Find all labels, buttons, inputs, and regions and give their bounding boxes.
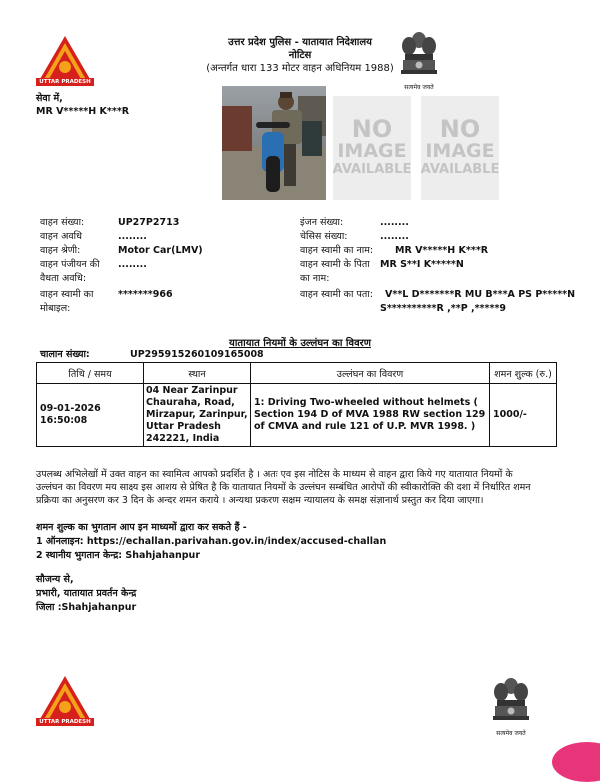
label-owner-father: वाहन स्वामी के पिता <box>300 259 370 270</box>
no-image-placeholder-1 <box>333 96 411 200</box>
place-line: Mirzapur, Zarinpur, <box>146 409 248 420</box>
header-act-reference: (अन्तर्गत धारा 133 मोटर वाहन अधिनियम 1988) <box>206 63 394 74</box>
cell-date: 09-01-2026 <box>40 403 101 414</box>
addressee-name: MR V*****H K***R <box>36 106 130 117</box>
lion-capital-icon <box>488 676 534 726</box>
value-owner-father: MR S**I K*****N <box>380 259 464 270</box>
notice-body <box>36 468 566 507</box>
payment-heading: शमन शुल्क का भुगतान आप इन माध्यमों द्वारा कर सकते हैं - <box>36 522 247 533</box>
national-emblem-top <box>396 30 442 90</box>
label-vehicle-period: वाहन अवधि <box>40 231 82 242</box>
body-line: उपलब्ध अभिलेखों में उक्त वाहन का स्वामित्व आपको प्रदर्शित है । अतः एव इस नोटिस के माध्यम से वाहन द्वारा किये गए यातायात नियमों के <box>36 469 513 480</box>
violation-table <box>36 362 557 447</box>
addressee-salutation: सेवा में, <box>36 93 63 104</box>
label-chassis-number: चेसिस संख्या: <box>300 231 348 242</box>
cell-time: 16:50:08 <box>40 415 88 426</box>
place-line: 04 Near Zarinpur <box>146 385 238 396</box>
label-owner-mobile-2: मोबाइल: <box>40 303 71 314</box>
cell-fine: 1000/- <box>490 384 557 447</box>
no-image-line2: IMAGE <box>425 140 495 162</box>
no-image-placeholder-2 <box>421 96 499 200</box>
evidence-photo <box>222 86 326 200</box>
lion-capital-icon <box>396 30 442 80</box>
value-owner-name: MR V*****H K***R <box>395 245 489 256</box>
body-line: उल्लंघन का विवरण मय साक्ष्य इस आशय से प्रेषित है कि यातायात नियमों के उल्लंघन सम्बंधित आरोपों की स्वीकारोक्ति की दशा में निर्धारित शमन <box>36 482 531 493</box>
signoff-officer: प्रभारी, यातायात प्रवर्तन केन्द्र <box>36 588 137 599</box>
corner-accent <box>552 742 600 782</box>
national-emblem-bottom <box>488 676 534 736</box>
value-owner-address: V**L D*******R MU B***A PS P*****N <box>385 289 576 300</box>
body-line: प्रक्रिया का अनुसरण कर 3 दिन के अन्दर शमन कराये । अन्यथा प्रकरण सक्षम न्यायालय के समक्ष संज्ञानार्थ प्रस्तुत कर दिया जाएगा। <box>36 495 484 506</box>
col-header-datetime: तिथि / समय <box>37 363 144 384</box>
label-challan-number: चालान संख्या: <box>40 349 90 360</box>
payment-local-center: 2 स्थानीय भुगतान केन्द्र: Shahjahanpur <box>36 550 201 561</box>
col-header-fine: शमन शुल्क (रु.) <box>490 363 557 384</box>
up-police-logo-bottom <box>34 674 96 728</box>
no-image-line3: AVAILABLE <box>332 162 412 177</box>
value-challan-number: UP29591526010916500​8 <box>130 349 264 360</box>
value-registration-validity: ........ <box>118 259 147 270</box>
no-image-line3: AVAILABLE <box>420 162 500 177</box>
label-vehicle-number: वाहन संख्या: <box>40 217 85 228</box>
value-owner-mobile: *******966 <box>118 289 173 300</box>
label-engine-number: इंजन संख्या: <box>300 217 344 228</box>
label-owner-mobile: वाहन स्वामी का <box>40 289 94 300</box>
col-header-place: स्थान <box>144 363 251 384</box>
label-vehicle-class: वाहन श्रेणी: <box>40 245 81 256</box>
signoff-courtesy: सौजन्य से, <box>36 574 74 585</box>
table-row <box>37 384 557 447</box>
label-owner-father-2: का नाम: <box>300 273 330 284</box>
header-notice-title: नोटिस <box>288 50 312 61</box>
value-engine-number: ........ <box>380 217 409 228</box>
violation-line: Section 194 D of MVA 1988 RW section 129 <box>254 409 486 420</box>
label-owner-name: वाहन स्वामी का नाम: <box>300 245 374 256</box>
label-owner-address: वाहन स्वामी का पता: <box>300 289 373 300</box>
place-line: Chauraha, Road, <box>146 397 235 408</box>
emblem-caption: सत्यमेव जयते <box>404 84 434 91</box>
no-image-line2: IMAGE <box>337 140 407 162</box>
cell-violation <box>251 384 490 447</box>
emblem-caption: सत्यमेव जयते <box>496 730 526 737</box>
place-line: Uttar Pradesh <box>146 421 221 432</box>
no-image-line1: NO <box>351 115 393 143</box>
place-line: 242221, India <box>146 433 220 444</box>
cell-datetime <box>37 384 144 447</box>
violation-section-title: यातायात नियमों के उल्लंघन का विवरण <box>229 338 371 349</box>
logo-caption: UTTAR PRADESH <box>39 719 91 725</box>
signoff-district: जिला :Shahjahanpur <box>36 602 137 613</box>
header-department: उत्तर प्रदेश पुलिस - यातायात निदेशालय <box>228 37 372 48</box>
value-vehicle-number: UP27P2713 <box>118 217 180 228</box>
logo-caption: UTTAR PRADESH <box>39 79 91 85</box>
value-chassis-number: ........ <box>380 231 409 242</box>
cell-place <box>144 384 251 447</box>
no-image-line1: NO <box>439 115 481 143</box>
table-header-row <box>37 363 557 384</box>
up-police-logo <box>34 34 96 88</box>
value-owner-address-2: S**********R ,**P ,*****9 <box>380 303 507 314</box>
col-header-violation: उल्लंघन का विवरण <box>251 363 490 384</box>
label-registration-validity-2: वैधता अवधि: <box>40 273 87 284</box>
value-vehicle-period: ........ <box>118 231 147 242</box>
value-vehicle-class: Motor Car(LMV) <box>118 245 203 256</box>
label-registration-validity: वाहन पंजीयन की <box>40 259 100 270</box>
violation-line: of CMVA and rule 121 of U.P. MVR 1998. ) <box>254 421 476 432</box>
violation-line: 1: Driving Two-wheeled without helmets ( <box>254 397 478 408</box>
payment-online-link[interactable]: 1 ऑनलाइन: https://echallan.parivahan.gov.in/index/accused-challan <box>36 536 387 547</box>
